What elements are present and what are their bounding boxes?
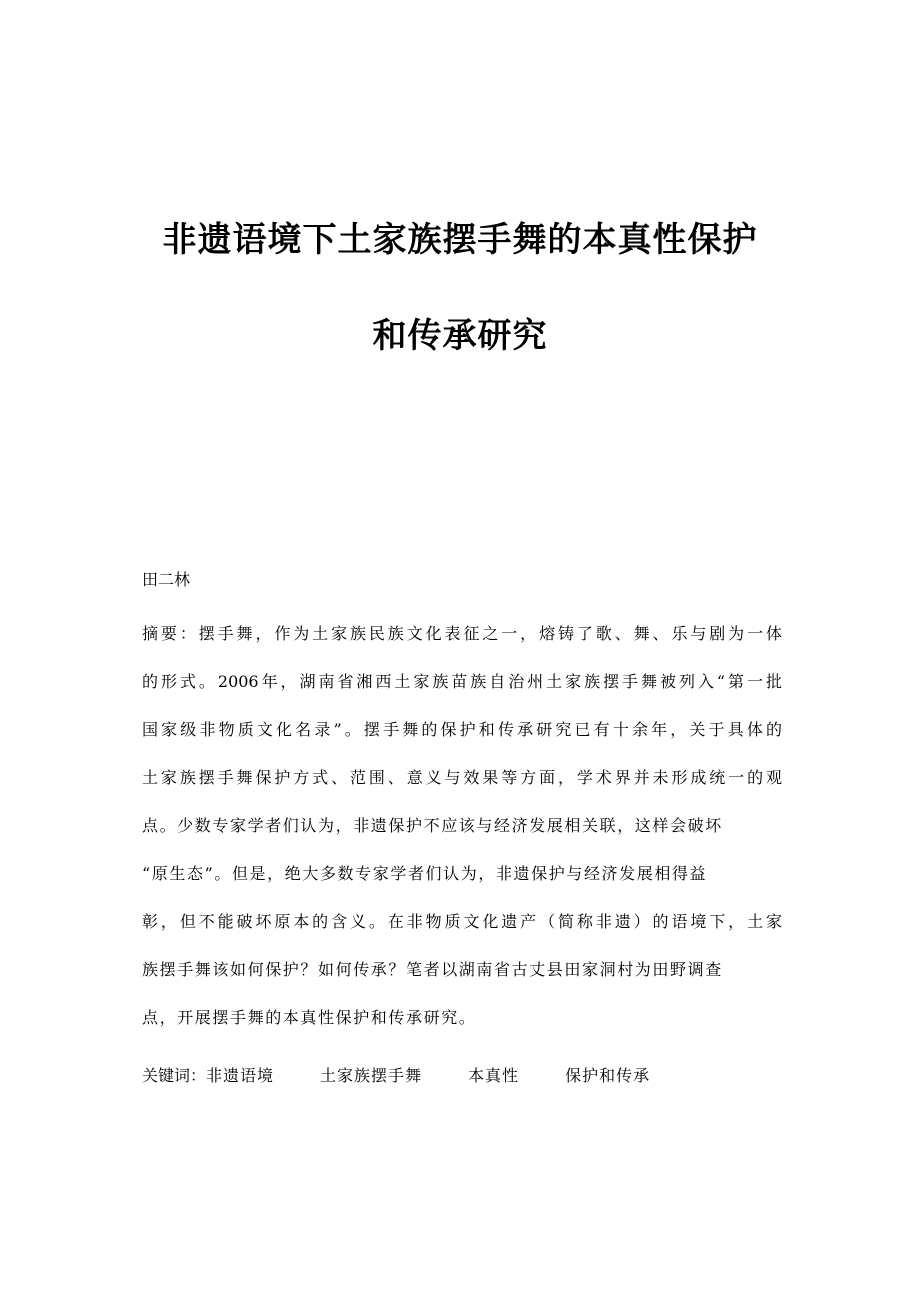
abstract-line: 的形式。2006年，湖南省湘西土家族苗族自治州土家族摆手舞被列入“第一批 (142, 672, 782, 691)
abstract-line: 土家族摆手舞保护方式、范围、意义与效果等方面，学术界并未形成统一的观 (142, 768, 782, 787)
paper-title-line-2: 和传承研究 (372, 316, 548, 356)
abstract-line: 国家级非物质文化名录”。摆手舞的保护和传承研究已有十余年，关于具体的 (142, 720, 782, 739)
keyword-item: 非遗语境 (206, 1066, 275, 1085)
keywords-line (142, 1064, 650, 1088)
abstract-line: 摘要：摆手舞，作为土家族民族文化表征之一，熔铸了歌、舞、乐与剧为一体 (142, 624, 782, 643)
keyword-item: 本真性 (468, 1066, 520, 1085)
paper-title-line-1: 非遗语境下土家族摆手舞的本真性保护 (162, 220, 758, 260)
abstract-line: 彰，但不能破坏原本的含义。在非物质文化遗产（简称非遗）的语境下，土家 (142, 912, 782, 931)
abstract-line: “原生态”。但是，绝大多数专家学者们认为，非遗保护与经济发展相得益 (142, 864, 708, 883)
abstract-paragraph (142, 622, 782, 1054)
abstract-line: 族摆手舞该如何保护？如何传承？笔者以湖南省古丈县田家洞村为田野调查 (142, 960, 723, 979)
abstract-line: 点，开展摆手舞的本真性保护和传承研究。 (142, 1008, 477, 1027)
abstract-line: 点。少数专家学者们认为，非遗保护不应该与经济发展相关联，这样会破坏 (142, 816, 723, 835)
keyword-item: 保护和传承 (565, 1066, 651, 1085)
keywords-label: 关键词： (142, 1066, 207, 1085)
author-name: 田二林 (142, 570, 191, 589)
keyword-item: 土家族摆手舞 (320, 1066, 423, 1085)
